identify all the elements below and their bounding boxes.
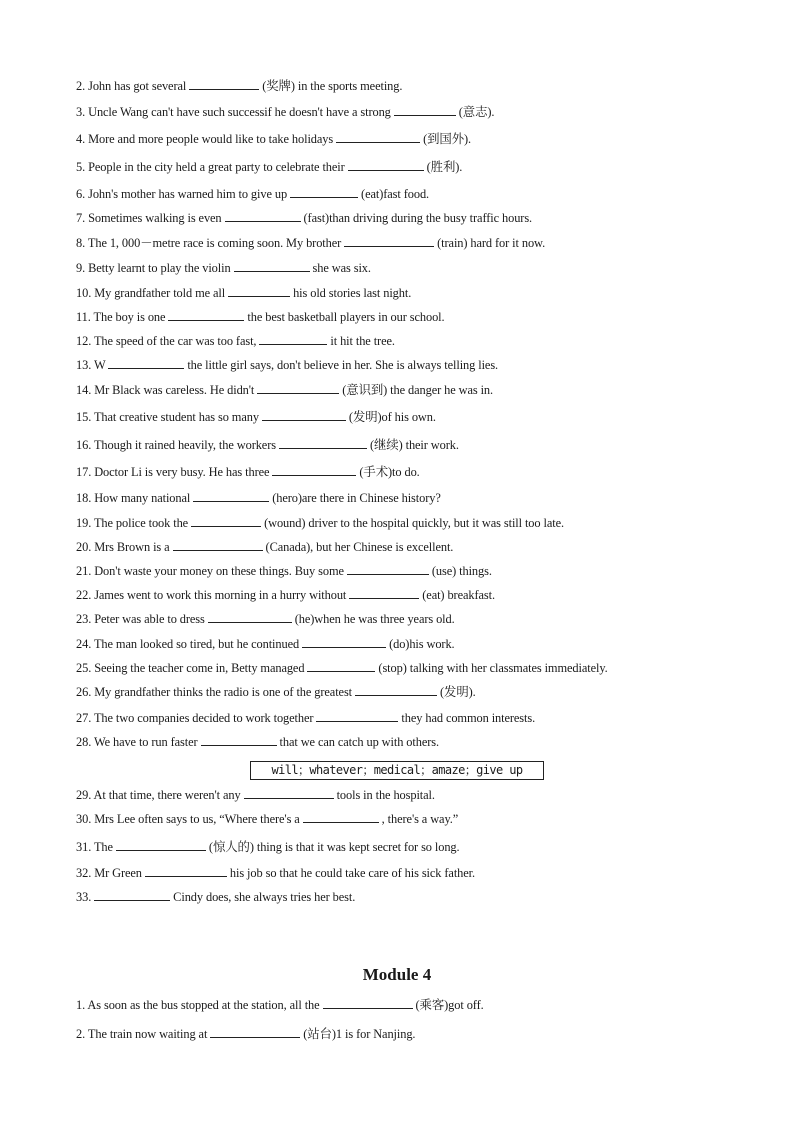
question-number: 19. <box>76 516 94 530</box>
question-hint: (fast)than driving during the busy traffic hours. <box>300 211 533 225</box>
question-text: How many national <box>94 491 194 505</box>
question-text: The train now waiting at <box>87 1027 211 1041</box>
question-line <box>76 787 435 803</box>
answer-blank[interactable] <box>244 787 334 799</box>
question-line <box>76 78 402 94</box>
question-number: 32. <box>76 866 95 880</box>
answer-blank[interactable] <box>189 78 259 90</box>
question-text: James went to work this morning in a hurry without <box>94 588 350 602</box>
question-line <box>76 382 493 398</box>
question-hint: (eat) breakfast. <box>419 588 495 602</box>
question-number: 33. <box>76 890 95 904</box>
answer-blank[interactable] <box>94 889 170 901</box>
question-hint: tools in the hospital. <box>333 788 435 802</box>
question-number: 2. <box>76 79 89 93</box>
question-hint: the little girl says, don't believe in her. She is always telling lies. <box>184 358 499 372</box>
question-line <box>76 357 498 373</box>
question-line <box>76 131 471 147</box>
question-number: 22. <box>76 588 95 602</box>
answer-blank[interactable] <box>108 357 184 369</box>
answer-blank[interactable] <box>316 710 398 722</box>
question-hint: , there's a way.” <box>378 812 459 826</box>
question-number: 31. <box>76 840 94 854</box>
question-number: 14. <box>76 383 95 397</box>
answer-blank[interactable] <box>323 997 413 1009</box>
question-line <box>76 889 355 905</box>
question-text: John's mother has warned him to give up <box>88 187 291 201</box>
question-hint: (胜利). <box>423 160 463 174</box>
answer-blank[interactable] <box>303 811 379 823</box>
question-number: 1. <box>76 998 88 1012</box>
question-line <box>76 104 494 120</box>
answer-blank[interactable] <box>279 437 367 449</box>
question-text: We have to run faster <box>93 735 201 749</box>
question-hint: (发明)of his own. <box>345 410 436 424</box>
question-number: 10. <box>76 286 95 300</box>
question-line <box>76 660 608 676</box>
question-line <box>76 1026 415 1042</box>
answer-blank[interactable] <box>272 464 356 476</box>
question-text: Seeing the teacher come in, Betty managed <box>94 661 308 675</box>
question-text: Mrs Lee often says to us, “Where there's a <box>94 812 303 826</box>
answer-blank[interactable] <box>193 490 269 502</box>
question-line <box>76 710 535 726</box>
question-line <box>76 734 439 750</box>
question-hint: (手术)to do. <box>356 465 420 479</box>
question-text: The boy is one <box>93 310 169 324</box>
question-line <box>76 515 564 531</box>
question-text: Though it rained heavily, the workers <box>93 438 279 452</box>
answer-blank[interactable] <box>116 839 206 851</box>
question-number: 11. <box>76 310 94 324</box>
question-line <box>76 684 476 700</box>
question-number: 20. <box>76 540 95 554</box>
question-number: 3. <box>76 105 89 119</box>
answer-blank[interactable] <box>191 515 261 527</box>
question-number: 29. <box>76 788 94 802</box>
question-hint: (train) hard for it now. <box>434 236 546 250</box>
question-text: Doctor Li is very busy. He has three <box>94 465 273 479</box>
question-text: The man looked so tired, but he continued <box>93 637 303 651</box>
question-line <box>76 636 455 652</box>
answer-blank[interactable] <box>262 409 346 421</box>
question-number: 7. <box>76 211 89 225</box>
question-line <box>76 309 445 325</box>
question-text: Mr Green <box>94 866 145 880</box>
answer-blank[interactable] <box>290 186 358 198</box>
question-hint: (意识到) the danger he was in. <box>339 383 494 397</box>
question-text: Betty learnt to play the violin <box>88 261 234 275</box>
question-hint: (意志). <box>455 105 495 119</box>
question-number: 18. <box>76 491 95 505</box>
answer-blank[interactable] <box>201 734 277 746</box>
question-hint: she was six. <box>309 261 371 275</box>
answer-blank[interactable] <box>344 235 434 247</box>
answer-blank[interactable] <box>225 210 301 222</box>
question-hint: (发明). <box>437 685 476 699</box>
question-hint: (到国外). <box>420 132 472 146</box>
question-text: W <box>93 358 109 372</box>
answer-blank[interactable] <box>348 159 424 171</box>
question-number: 27. <box>76 711 94 725</box>
question-hint: (站台)1 is for Nanjing. <box>300 1027 416 1041</box>
question-text: People in the city held a great party to celebrate their <box>88 160 348 174</box>
question-line <box>76 210 532 226</box>
question-text: Mrs Brown is a <box>94 540 173 554</box>
question-text: John has got several <box>88 79 190 93</box>
answer-blank[interactable] <box>210 1026 300 1038</box>
question-line <box>76 865 475 881</box>
question-text: The police took the <box>93 516 192 530</box>
word-box: will；whatever；medical；amaze；give up <box>250 761 544 780</box>
question-hint: (hero)are there in Chinese history? <box>269 491 441 505</box>
question-number: 6. <box>76 187 89 201</box>
question-number: 5. <box>76 160 89 174</box>
question-line <box>76 437 459 453</box>
question-line <box>76 260 371 276</box>
question-hint: that we can catch up with others. <box>276 735 439 749</box>
question-number: 2. <box>76 1027 88 1041</box>
question-hint: (stop) talking with her classmates immediately. <box>375 661 608 675</box>
question-text: That creative student has so many <box>93 410 262 424</box>
question-number: 16. <box>76 438 94 452</box>
question-text: At that time, there weren't any <box>93 788 244 802</box>
question-hint: his job so that he could take care of his sick father. <box>226 866 475 880</box>
question-hint: (Canada), but her Chinese is excellent. <box>262 540 454 554</box>
question-line <box>76 539 453 555</box>
answer-blank[interactable] <box>307 660 375 672</box>
question-line <box>76 997 484 1013</box>
answer-blank[interactable] <box>349 587 419 599</box>
question-line <box>76 285 411 301</box>
answer-blank[interactable] <box>257 382 339 394</box>
question-hint: (奖牌) in the sports meeting. <box>259 79 403 93</box>
question-number: 23. <box>76 612 95 626</box>
question-number: 28. <box>76 735 94 749</box>
answer-blank[interactable] <box>302 636 386 648</box>
question-line <box>76 464 420 480</box>
question-hint: (继续) their work. <box>366 438 459 452</box>
question-line <box>76 587 495 603</box>
question-text: Peter was able to dress <box>94 612 208 626</box>
question-text: The speed of the car was too fast, <box>93 334 260 348</box>
answer-blank[interactable] <box>173 539 263 551</box>
answer-blank[interactable] <box>145 865 227 877</box>
question-line <box>76 186 429 202</box>
answer-blank[interactable] <box>234 260 310 272</box>
question-text: The <box>93 840 116 854</box>
question-text: Sometimes walking is even <box>88 211 225 225</box>
question-number: 26. <box>76 685 95 699</box>
question-number: 30. <box>76 812 95 826</box>
question-number: 25. <box>76 661 95 675</box>
question-hint: (he)when he was three years old. <box>291 612 455 626</box>
question-text: Mr Black was careless. He didn't <box>94 383 258 397</box>
question-text: Uncle Wang can't have such successif he doesn't have a strong <box>88 105 394 119</box>
module-title: Module 4 <box>362 965 432 984</box>
question-hint: (惊人的) thing is that it was kept secret for so long. <box>205 840 460 854</box>
question-text: The 1, 000－metre race is coming soon. My brother <box>87 236 345 250</box>
question-number: 15. <box>76 410 94 424</box>
question-line <box>76 611 455 627</box>
answer-blank[interactable] <box>208 611 292 623</box>
question-hint: they had common interests. <box>398 711 536 725</box>
question-line <box>76 563 492 579</box>
question-number: 12. <box>76 334 94 348</box>
question-number: 17. <box>76 465 95 479</box>
answer-blank[interactable] <box>168 309 244 321</box>
question-text: More and more people would like to take holidays <box>88 132 337 146</box>
question-number: 13. <box>76 358 94 372</box>
question-line <box>76 409 436 425</box>
question-hint: (乘客)got off. <box>412 998 484 1012</box>
question-text: The two companies decided to work together <box>93 711 317 725</box>
question-number: 4. <box>76 132 89 146</box>
answer-blank[interactable] <box>259 333 327 345</box>
question-hint: (wound) driver to the hospital quickly, but it was still too late. <box>261 516 564 530</box>
question-hint: Cindy does, she always tries her best. <box>170 890 356 904</box>
question-number: 21. <box>76 564 95 578</box>
answer-blank[interactable] <box>394 104 456 116</box>
question-hint: (eat)fast food. <box>358 187 430 201</box>
question-line <box>76 811 458 827</box>
question-hint: the best basketball players in our school. <box>244 310 445 324</box>
question-hint: it hit the tree. <box>327 334 395 348</box>
answer-blank[interactable] <box>228 285 290 297</box>
question-text: As soon as the bus stopped at the station, all the <box>87 998 323 1012</box>
question-line <box>76 490 441 506</box>
question-number: 24. <box>76 637 94 651</box>
question-line <box>76 159 462 175</box>
question-line <box>76 333 395 349</box>
answer-blank[interactable] <box>347 563 429 575</box>
question-text: My grandfather thinks the radio is one of the greatest <box>94 685 356 699</box>
answer-blank[interactable] <box>355 684 437 696</box>
question-text: Don't waste your money on these things. Buy some <box>94 564 347 578</box>
answer-blank[interactable] <box>336 131 420 143</box>
question-hint: (use) things. <box>428 564 492 578</box>
question-hint: his old stories last night. <box>290 286 412 300</box>
question-line <box>76 839 460 855</box>
question-text: My grandfather told me all <box>94 286 229 300</box>
question-line <box>76 235 545 251</box>
question-number: 9. <box>76 261 89 275</box>
question-hint: (do)his work. <box>386 637 455 651</box>
question-number: 8. <box>76 236 88 250</box>
